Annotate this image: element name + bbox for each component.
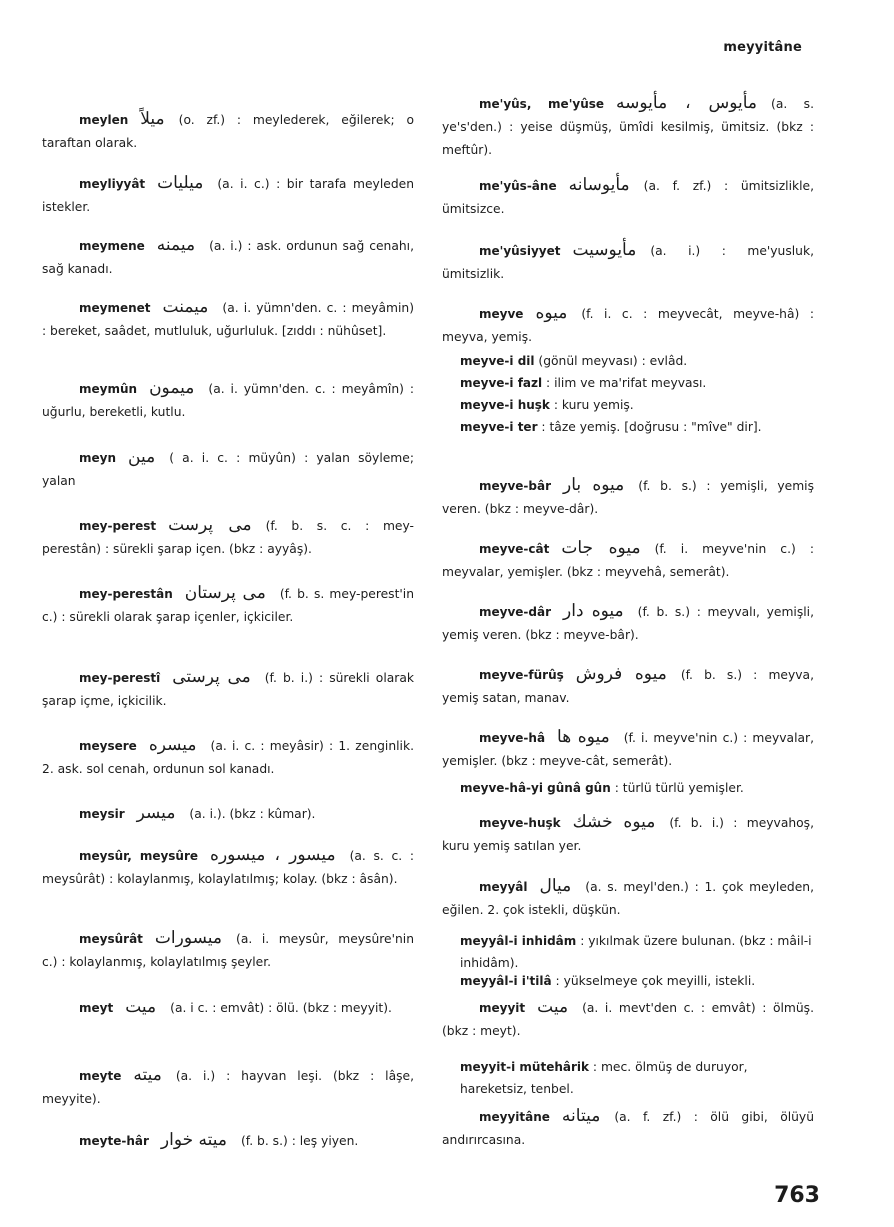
entry-arabic-script: میوه فروش (575, 664, 667, 684)
subentry-definition: : kuru yemiş. (549, 398, 634, 412)
subentry-definition: : yükselmeye çok meyilli, istekli. (551, 974, 756, 988)
dictionary-entry (42, 1129, 414, 1153)
dictionary-entry (42, 734, 414, 781)
dictionary-entry (42, 377, 414, 424)
dictionary-entry (442, 600, 814, 647)
subentry-headword: meyyit-i mütehârik (460, 1060, 589, 1074)
entry-definition: (a. i.) : hayvan leşi. (bkz : lâşe, meyyite). (42, 1069, 414, 1106)
entry-definition: ( a. i. c. : müyûn) : yalan söyleme; yalan (42, 451, 414, 488)
entry-headword: meysere (79, 739, 137, 753)
entry-arabic-script: میتانه (561, 1106, 601, 1126)
entry-definition: (a. i.) : me'yusluk, ümitsizlik. (442, 244, 814, 281)
subentry-headword: meyve-i huşk (460, 398, 550, 412)
entry-headword: meyve-huşk (479, 816, 561, 830)
dictionary-entry (42, 514, 414, 561)
entry-definition: (f. i. c. : meyvecât, meyve-hâ) : meyva, yemiş. (442, 307, 814, 344)
dictionary-entry (442, 92, 814, 162)
dictionary-entry (42, 666, 414, 713)
subentry-headword: meyyâl-i i'tilâ (460, 974, 552, 988)
entry-definition: (a. i. yümn'den. c. : meyâmin) : bereket, saâdet, mutluluk, uğurluluk. [zıddı : nühûset]. (42, 301, 414, 338)
entry-arabic-script: میسره (148, 735, 197, 755)
entry-definition: (f. b. s.) : yemişli, yemiş veren. (bkz : meyve-dâr). (442, 479, 815, 516)
entry-arabic-script: میمنت (162, 297, 209, 317)
dictionary-entry (42, 844, 414, 891)
entry-arabic-script: میسورات (154, 928, 223, 948)
entry-arabic-script: مأیوسیت (572, 240, 637, 260)
dictionary-entry (42, 582, 414, 629)
entry-definition: (o. zf.) : meylederek, eğilerek; o taraftan olarak. (42, 113, 414, 150)
entry-headword: meymene (79, 239, 145, 253)
subentry-headword: meyve-i dil (460, 354, 535, 368)
dictionary-entry (442, 663, 814, 710)
entry-headword: meyyit (479, 1001, 526, 1015)
subentry-definition: (gönül meyvası) : evlâd. (534, 354, 688, 368)
dictionary-entry (42, 234, 414, 281)
subentry-definition: : tâze yemiş. [doğrusu : "mîve" dir]. (537, 420, 762, 434)
entry-headword: meyte (79, 1069, 122, 1083)
entry-definition: (f. i. meyve'nin c.) : meyvalar, yemişler. (bkz : meyvehâ, semerât). (442, 542, 814, 579)
entry-arabic-script: میلاً (140, 109, 165, 129)
entry-definition: (f. b. s.) : leş yiyen. (241, 1134, 359, 1148)
entry-definition: (a. i. c.) : bir tarafa meyleden istekler. (42, 177, 414, 214)
entry-arabic-script: می پرستی (172, 667, 251, 687)
entry-headword: me'yûs, me'yûse (479, 97, 605, 111)
entry-headword: meysûr, meysûre (79, 849, 199, 863)
entry-definition: (a. s. c. : meysûrât) : kolaylanmış, kolaylatılmış; kolay. (bkz : âsân). (42, 849, 414, 886)
entry-definition: (a. i. c. : meyâsir) : 1. zenginlik. 2. ask. sol cenah, ordunun sol kanadı. (42, 739, 414, 776)
entry-headword: meysûrât (79, 932, 143, 946)
dictionary-entry (442, 537, 814, 584)
entry-headword: meyt (79, 1001, 114, 1015)
entry-headword: mey-perestân (79, 587, 173, 601)
entry-headword: meyyâl (479, 880, 528, 894)
entry-definition: (f. b. s. c. : mey-perestân) : sürekli şarap içen. (bkz : ayyâş). (42, 519, 414, 556)
dictionary-entry (42, 802, 414, 826)
entry-arabic-script: میسور ، میسوره (210, 845, 336, 865)
entry-arabic-script: میت (125, 997, 157, 1017)
entry-headword: meyve-fürûş (479, 668, 564, 682)
subentry-definition: : yıkılmak üzere bulunan. (bkz : mâil-i inhidâm). (460, 934, 812, 970)
entry-headword: meymenet (79, 301, 151, 315)
dictionary-entry (442, 474, 814, 521)
entry-definition: (f. i. meyve'nin c.) : meyvalar, yemişler. (bkz : meyve-cât, semerât). (442, 731, 814, 768)
entry-headword: meyte-hâr (79, 1134, 149, 1148)
entry-arabic-script: مأیوسانه (568, 175, 630, 195)
entry-arabic-script: میوه خشك (572, 812, 656, 832)
dictionary-entry (442, 875, 814, 922)
entry-definition: (a. i c. : emvât) : ölü. (bkz : meyyit). (170, 1001, 392, 1015)
entry-headword: meylen (79, 113, 129, 127)
dictionary-entry (42, 927, 414, 974)
entry-definition: (f. b. i.) : sürekli olarak şarap içme, içkicilik. (42, 671, 414, 708)
entry-headword: mey-perestî (79, 671, 161, 685)
entry-arabic-script: میته (133, 1065, 162, 1085)
entry-arabic-script: میوه بار (563, 475, 625, 495)
subentry-definition: : ilim ve ma'rifat meyvası. (542, 376, 707, 390)
dictionary-subentry (460, 930, 816, 974)
entry-definition: (a. i.) : ask. ordunun sağ cenahı, sağ kanadı. (42, 239, 414, 276)
entry-arabic-script: میوه جات (561, 538, 641, 558)
dictionary-entry (42, 446, 414, 493)
entry-headword: meyliyyât (79, 177, 146, 191)
entry-definition: (a. i. mevt'den c. : emvât) : ölmüş. (bkz : meyt). (442, 1001, 814, 1038)
running-head: meyyitâne (723, 40, 802, 55)
entry-arabic-script: می پرست (168, 515, 252, 535)
dictionary-entry (42, 296, 414, 343)
entry-arabic-script: میمنه (156, 235, 196, 255)
subentry-definition: : mec. ölmüş de duruyor, hareketsiz, tenbel. (460, 1060, 748, 1096)
entry-arabic-script: میت (537, 997, 569, 1017)
dictionary-subentry (460, 970, 816, 992)
dictionary-subentry (442, 777, 816, 799)
entry-arabic-script: میوه (535, 303, 568, 323)
entry-headword: meyyitâne (479, 1110, 550, 1124)
entry-arabic-script: مین (128, 447, 156, 467)
dictionary-subentry (460, 1056, 816, 1100)
entry-definition: (a. s. meyl'den.) : 1. çok meyleden, eğilen. 2. çok istekli, düşkün. (442, 880, 814, 917)
entry-headword: meyn (79, 451, 117, 465)
entry-headword: me'yûs-âne (479, 179, 557, 193)
dictionary-entry (42, 108, 414, 155)
subentry-headword: meyve-hâ-yi gûnâ gûn (460, 781, 611, 795)
page-number: 763 (774, 1183, 820, 1208)
dictionary-entry (42, 996, 414, 1020)
entry-arabic-script: میوه ها (557, 727, 610, 747)
entry-arabic-script: میوه دار (563, 601, 624, 621)
entry-arabic-script: میسر (136, 803, 176, 823)
dictionary-entry (442, 811, 814, 858)
entry-headword: meyve-dâr (479, 605, 552, 619)
entry-headword: me'yûsiyyet (479, 244, 561, 258)
subentry-headword: meyyâl-i inhidâm (460, 934, 577, 948)
dictionary-entry (442, 1105, 814, 1152)
entry-definition: (f. b. i.) : meyvahoş, kuru yemiş satılan yer. (442, 816, 814, 853)
dictionary-subentry (460, 416, 816, 438)
dictionary-entry (42, 1064, 414, 1111)
dictionary-entry (442, 239, 814, 286)
dictionary-subentry (460, 372, 816, 394)
entry-arabic-script: میمون (149, 378, 195, 398)
entry-definition: (a. i. yümn'den. c. : meyâmîn) : uğurlu, bereketli, kutlu. (42, 382, 414, 419)
entry-headword: meyve-cât (479, 542, 550, 556)
entry-headword: meysir (79, 807, 125, 821)
entry-definition: (a. s. ye's'den.) : yeise düşmüş, ümîdi kesilmiş, ümitsiz. (bkz : meftûr). (442, 97, 814, 157)
entry-headword: meyve-bâr (479, 479, 552, 493)
entry-headword: meymûn (79, 382, 138, 396)
entry-definition: (a. i. meysûr, meysûre'nin c.) : kolaylanmış, kolaylatılmış şeyler. (42, 932, 414, 969)
entry-headword: mey-perest (79, 519, 157, 533)
entry-headword: meyve-hâ (479, 731, 546, 745)
entry-definition: (a. f. zf.) : ölü gibi, ölüyü andırırcasına. (442, 1110, 814, 1147)
dictionary-entry (442, 996, 814, 1043)
entry-arabic-script: می پرستان (184, 583, 266, 603)
dictionary-subentry (460, 350, 816, 372)
entry-definition: (f. b. s.) : meyvalı, yemişli, yemiş veren. (bkz : meyve-bâr). (442, 605, 814, 642)
entry-definition: (a. f. zf.) : ümitsizlikle, ümitsizce. (442, 179, 814, 216)
subentry-headword: meyve-i fazl (460, 376, 543, 390)
entry-definition: (f. b. s. mey-perest'in c.) : sürekli olarak şarap içenler, içkiciler. (42, 587, 414, 624)
entry-arabic-script: مأیوس ، مأیوسه (616, 93, 758, 113)
dictionary-entry (442, 174, 814, 221)
entry-arabic-script: میال (539, 876, 572, 896)
dictionary-entry (42, 172, 414, 219)
entry-headword: meyve (479, 307, 524, 321)
dictionary-entry (442, 302, 814, 349)
dictionary-subentry (460, 394, 816, 416)
dictionary-entry (442, 726, 814, 773)
entry-definition: (f. b. s.) : meyva, yemiş satan, manav. (442, 668, 815, 705)
subentry-definition: : türlü türlü yemişler. (610, 781, 744, 795)
subentry-headword: meyve-i ter (460, 420, 538, 434)
entry-definition: (a. i.). (bkz : kûmar). (189, 807, 316, 821)
entry-arabic-script: میلیات (157, 173, 204, 193)
entry-arabic-script: میته خوار (160, 1130, 227, 1150)
